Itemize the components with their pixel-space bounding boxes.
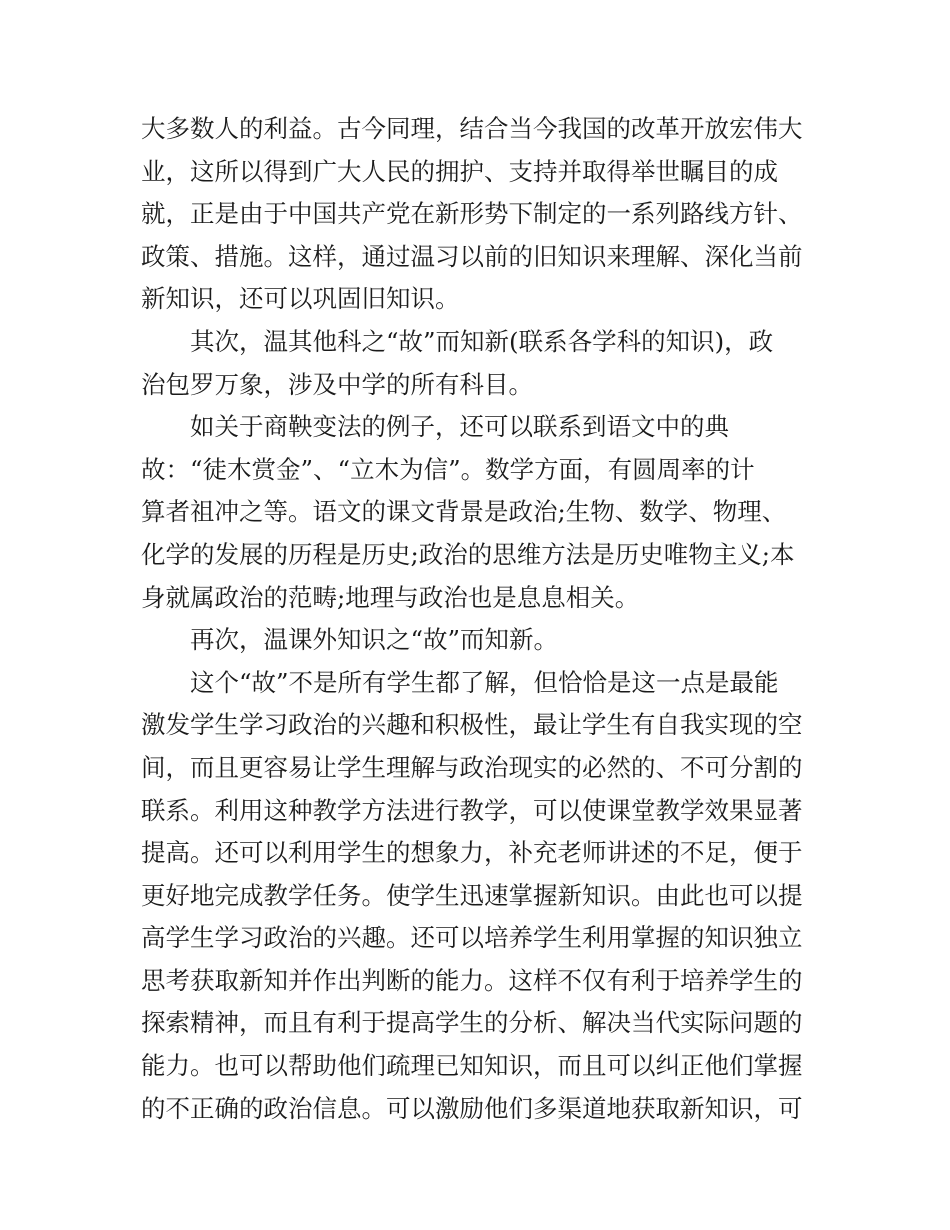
text-line: 的不正确的政治信息。可以激励他们多渠道地获取新知识，可	[141, 1093, 803, 1123]
text-line: 化学的发展的历程是历史;政治的思维方法是历史唯物主义;本	[141, 539, 795, 569]
text-line-paragraph-start: 再次，温课外知识之“故”而知新。	[190, 625, 559, 655]
text-line-paragraph-start: 其次，温其他科之“故”而知新(联系各学科的知识)，政	[190, 326, 774, 356]
text-line: 算者祖冲之等。语文的课文背景是政治;生物、数学、物理、	[141, 497, 787, 527]
text-line-paragraph-start: 这个“故”不是所有学生都了解，但恰恰是这一点是最能	[190, 667, 779, 697]
text-line: 新知识，还可以巩固旧知识。	[141, 284, 460, 314]
text-line: 就，正是由于中国共产党在新形势下制定的一系列路线方针、	[141, 199, 803, 229]
text-line: 思考获取新知并作出判断的能力。这样不仅有利于培养学生的	[141, 965, 803, 995]
text-line: 高学生学习政治的兴趣。还可以培养学生利用掌握的知识独立	[141, 923, 803, 953]
text-line: 能力。也可以帮助他们疏理已知知识，而且可以纠正他们掌握	[141, 1051, 803, 1081]
text-line: 治包罗万象，涉及中学的所有科目。	[141, 369, 533, 399]
text-line: 身就属政治的范畴;地理与政治也是息息相关。	[141, 582, 640, 612]
text-line: 大多数人的利益。古今同理，结合当今我国的改革开放宏伟大	[141, 114, 803, 143]
text-line: 故：“徒木赏金”、“立木为信”。数学方面，有圆周率的计	[141, 454, 755, 484]
text-line: 业，这所以得到广大人民的拥护、支持并取得举世瞩目的成	[141, 156, 778, 186]
text-line: 更好地完成教学任务。使学生迅速掌握新知识。由此也可以提	[141, 880, 803, 910]
text-line: 探索精神，而且有利于提高学生的分析、解决当代实际问题的	[141, 1008, 803, 1038]
text-line: 政策、措施。这样，通过温习以前的旧知识来理解、深化当前	[141, 241, 803, 271]
text-line: 激发学生学习政治的兴趣和积极性，最让学生有自我实现的空	[141, 710, 803, 740]
text-line: 提高。还可以利用学生的想象力，补充老师讲述的不足，便于	[141, 838, 803, 868]
body-text	[141, 108, 821, 1130]
text-line: 间，而且更容易让学生理解与政治现实的必然的、不可分割的	[141, 752, 803, 782]
text-line-paragraph-start: 如关于商鞅变法的例子，还可以联系到语文中的典	[190, 412, 729, 442]
text-line: 联系。利用这种教学方法进行教学，可以使课堂教学效果显著	[141, 795, 803, 825]
